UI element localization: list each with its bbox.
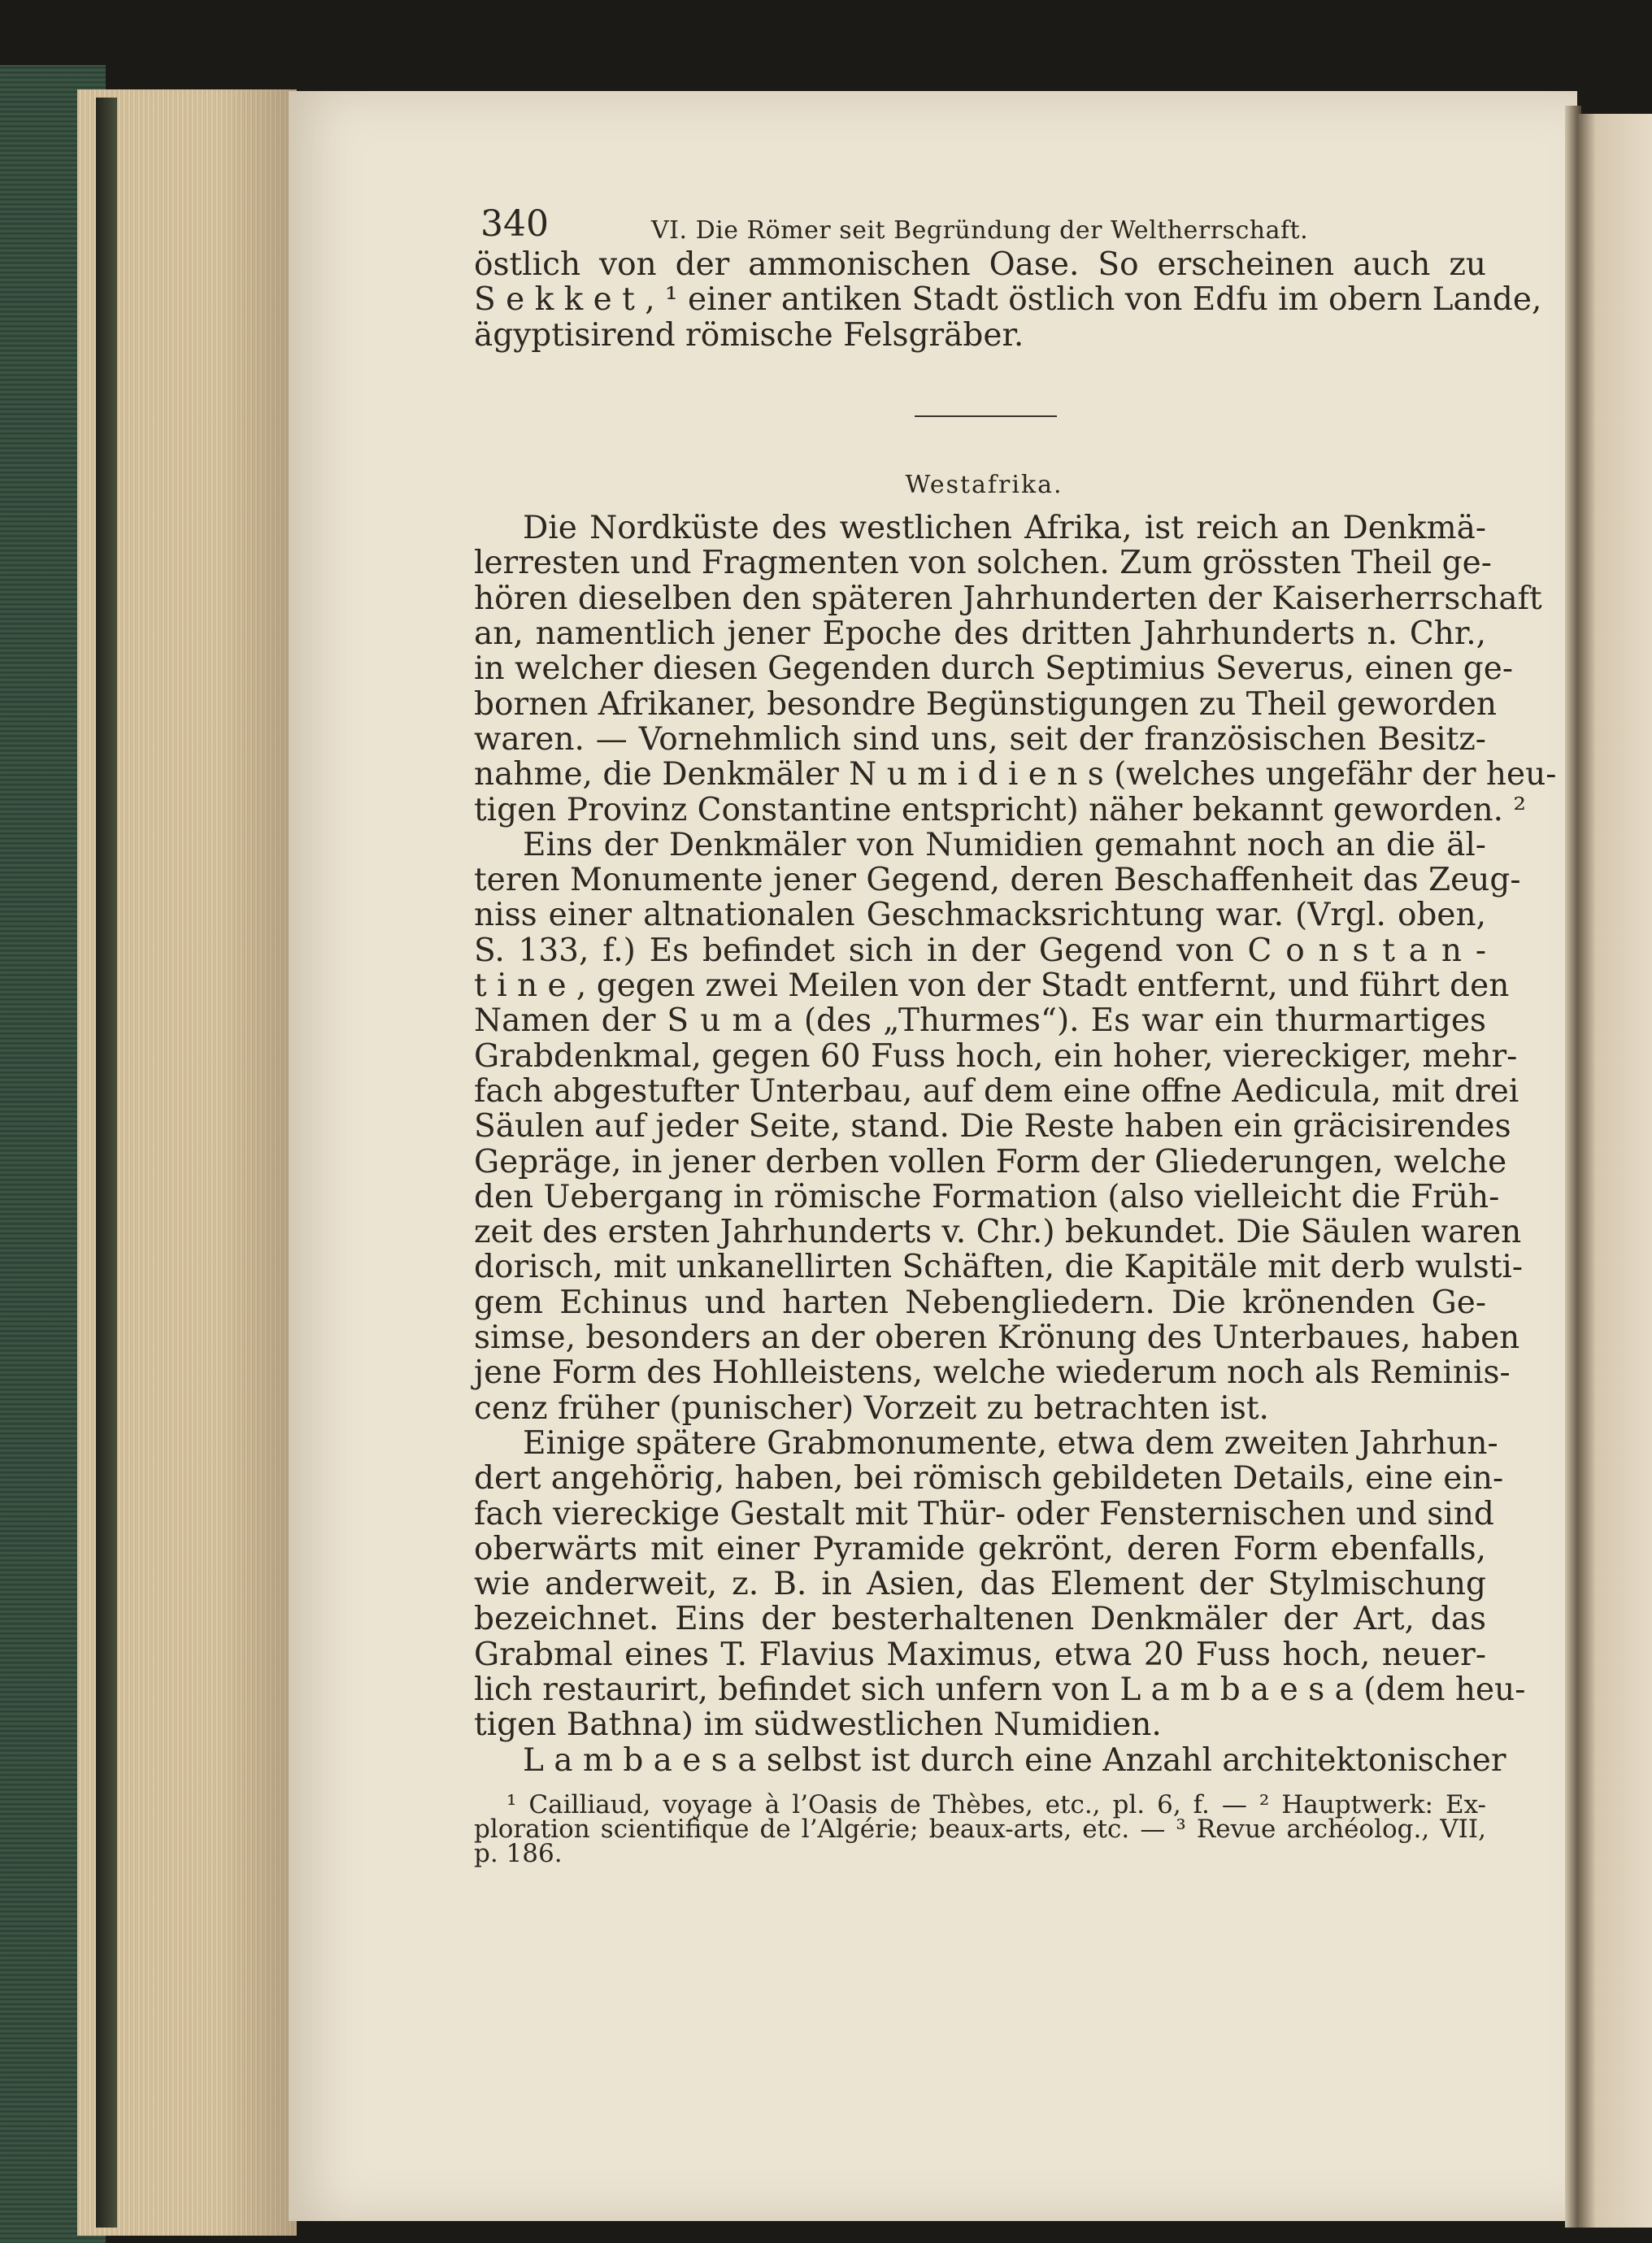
body-line: L a m b a e s a selbst ist durch eine Anzahl architektonischer: [523, 1741, 1506, 1779]
next-leaf: [1577, 114, 1652, 2228]
body-line: cenz früher (punischer) Vorzeit zu betrachten ist.: [474, 1389, 1269, 1427]
body-line: in welcher diesen Gegenden durch Septimius Severus, einen ge-: [474, 650, 1514, 688]
footnotes: [474, 1789, 1486, 1868]
body-line: S. 133, f.) Es befindet sich in der Gegend von C o n s t a n -: [474, 932, 1486, 969]
intro-line: östlich von der ammonischen Oase. So erscheinen auch zu: [474, 246, 1486, 283]
body-line: simse, besonders an der oberen Krönung des Unterbaues, haben: [474, 1319, 1520, 1357]
body-line: fach abgestufter Unterbau, auf dem eine offne Aedicula, mit drei: [474, 1072, 1519, 1110]
body-line: bezeichnet. Eins der besterhaltenen Denkmäler der Art, das: [474, 1601, 1486, 1638]
running-title: VI. Die Römer seit Begründung der Weltherrschaft.: [651, 216, 1309, 245]
body-line: Einige spätere Grabmonumente, etwa dem zweiten Jahrhun-: [523, 1424, 1498, 1462]
body-line: niss einer altnationalen Geschmacksrichtung war. (Vrgl. oben,: [474, 897, 1486, 934]
body-line: hören dieselben den späteren Jahrhunderten der Kaiserherrschaft: [474, 580, 1542, 617]
body-line: an, namentlich jener Epoche des dritten Jahrhunderts n. Chr.,: [474, 615, 1486, 653]
body-line: Grabmal eines T. Flavius Maximus, etwa 20 Fuss hoch, neuer-: [474, 1636, 1486, 1673]
body-line: tigen Bathna) im südwestlichen Numidien.: [474, 1706, 1162, 1744]
body-text: [474, 510, 1557, 1779]
body-line: wie anderweit, z. B. in Asien, das Element der Stylmischung: [474, 1566, 1486, 1603]
body-line: lich restaurirt, befindet sich unfern von L a m b a e s a (dem heu-: [474, 1671, 1526, 1708]
body-line: dert angehörig, haben, bei römisch gebildeten Details, eine ein-: [474, 1460, 1504, 1498]
body-line: jene Form des Hohlleistens, welche wiederum noch als Reminis-: [474, 1354, 1511, 1392]
page-number: 340: [480, 203, 549, 245]
body-line: Säulen auf jeder Seite, stand. Die Reste haben ein gräcisirendes: [474, 1108, 1511, 1145]
intro-line: S e k k e t , ¹ einer antiken Stadt östlich von Edfu im obern Lande,: [474, 281, 1542, 319]
body-line: fach viereckige Gestalt mit Thür- oder Fensternischen und sind: [474, 1495, 1494, 1532]
body-line: waren. — Vornehmlich sind uns, seit der französischen Besitz-: [474, 720, 1486, 758]
section-title: Westafrika.: [905, 470, 1063, 499]
body-line: Die Nordküste des westlichen Afrika, ist reich an Denkmä-: [523, 510, 1486, 547]
body-line: Grabdenkmal, gegen 60 Fuss hoch, ein hoher, viereckiger, mehr-: [474, 1037, 1518, 1075]
body-line: teren Monumente jener Gegend, deren Beschaffenheit das Zeug-: [474, 862, 1521, 899]
page-text: [474, 195, 1557, 1868]
body-line: bornen Afrikaner, besondre Begünstigungen zu Theil geworden: [474, 685, 1497, 723]
body-line: lerresten und Fragmenten von solchen. Zum grössten Theil ge-: [474, 545, 1492, 582]
intro-paragraph: [474, 246, 1542, 354]
foot-line: ¹ Cailliaud, voyage à l’Oasis de Thèbes, etc., pl. 6, f. — ² Hauptwerk: Ex-: [506, 1789, 1486, 1819]
body-line: Namen der S u m a (des „Thurmes“). Es war ein thurmartiges: [474, 1002, 1486, 1040]
body-line: tigen Provinz Constantine entspricht) näher bekannt geworden. ²: [474, 791, 1527, 828]
body-line: t i n e , gegen zwei Meilen von der Stadt entfernt, und führt den: [474, 967, 1510, 1005]
body-line: oberwärts mit einer Pyramide gekrönt, deren Form ebenfalls,: [474, 1530, 1486, 1567]
gutter-shadow: [220, 89, 297, 2236]
body-line: Eins der Denkmäler von Numidien gemahnt noch an die äl-: [523, 826, 1486, 863]
body-line: den Uebergang in römische Formation (also vielleicht die Früh-: [474, 1178, 1500, 1215]
foot-line: p. 186.: [474, 1838, 563, 1868]
spine-edge: [96, 98, 117, 2228]
section-divider: [915, 415, 1057, 417]
body-line: Gepräge, in jener derben vollen Form der Gliederungen, welche: [474, 1143, 1507, 1180]
body-line: nahme, die Denkmäler N u m i d i e n s (welches ungefähr der heu-: [474, 756, 1557, 793]
foot-line: ploration scientifique de l’Algérie; beaux-arts, etc. — ³ Revue archéolog., VII,: [474, 1814, 1486, 1844]
body-line: gem Echinus und harten Nebengliedern. Die krönenden Ge-: [474, 1284, 1486, 1321]
body-line: dorisch, mit unkanellirten Schäften, die Kapitäle mit derb wulsti-: [474, 1249, 1524, 1286]
body-line: zeit des ersten Jahrhunderts v. Chr.) bekundet. Die Säulen waren: [474, 1214, 1522, 1251]
page-header: [474, 195, 1486, 244]
intro-line: ägyptisirend römische Felsgräber.: [474, 316, 1024, 354]
